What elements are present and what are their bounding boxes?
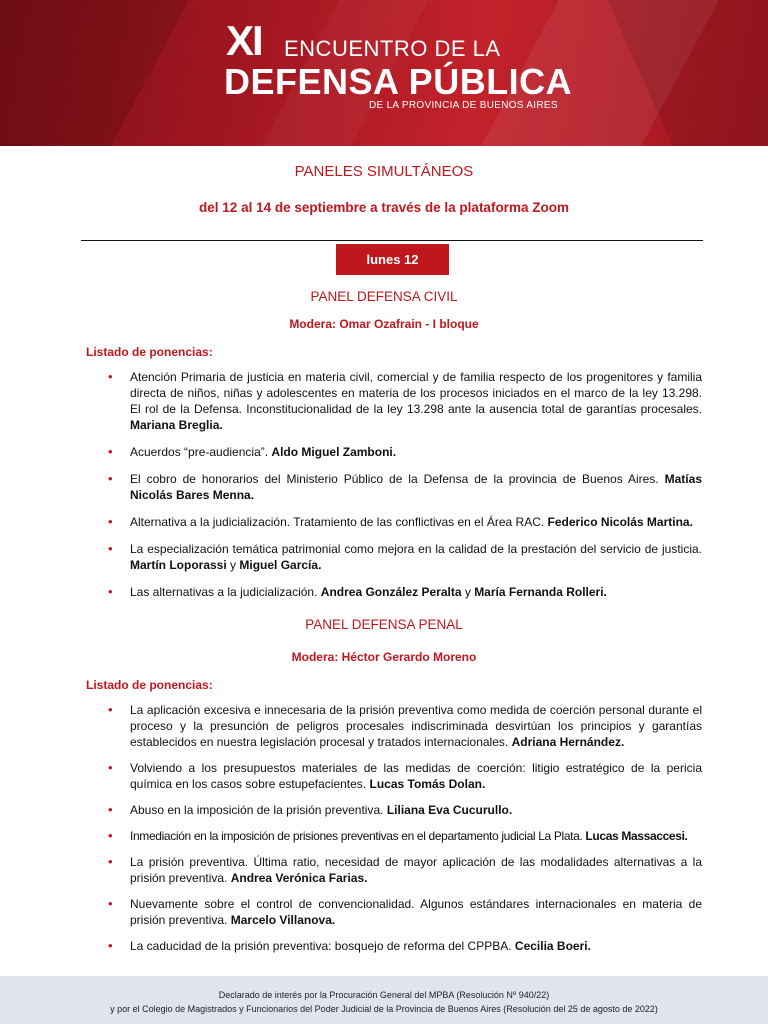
panel-title: PANEL DEFENSA PENAL: [305, 617, 463, 632]
list-item: • Inmediación en la imposición de prisiones preventivas en el departamento judicial La Plata. Lucas Massaccesi.: [108, 828, 702, 844]
list-item: • La especialización temática patrimonial como mejora en la calidad de la prestación del servicio de justicia. Martín Loporassi y Miguel García.: [108, 541, 702, 573]
divider: [81, 240, 703, 241]
footer-note: [0, 976, 768, 1024]
list-item: • Abuso en la imposición de la prisión preventiva. Liliana Eva Cucurullo.: [108, 802, 702, 818]
list-item: • La aplicación excesiva e innecesaria de la prisión preventiva como medida de coerción personal durante el proceso y la presunción de peligros procesales indiscriminada desvirtúan los principios y garantías establecidos en nuestra legislación procesal y tratados internacionales. Adriana Hernández.: [108, 702, 702, 750]
list-item: • La caducidad de la prisión preventiva: bosquejo de reforma del CPPBA. Cecilia Boeri.: [108, 938, 702, 954]
edition-number: XI: [226, 17, 262, 64]
header-banner: [0, 0, 768, 146]
event-dates: del 12 al 14 de septiembre a través de la plataforma Zoom: [199, 200, 569, 215]
list-label: Listado de ponencias:: [86, 678, 213, 692]
list-item: • Atención Primaria de justicia en materia civil, comercial y de familia respecto de los progenitores y familia directa de niños, niñas y adolescentes en materia de los procesos iniciados en el marco de la ley 13.298. El rol de la Defensa. Inconstitucionalidad de la ley 13.298 ante la ausencia total de garantías procesales. Mariana Breglia.: [108, 369, 702, 433]
talk-list: [108, 702, 702, 954]
event-subtitle: DE LA PROVINCIA DE BUENOS AIRES: [369, 100, 558, 111]
panel-moderator: Modera: Omar Ozafrain - I bloque: [289, 317, 479, 331]
talk-list: [108, 369, 702, 600]
footer-line: Declarado de interés por la Procuración General del MPBA (Resolución Nº 940/22): [218, 990, 550, 1000]
event-title-top: ENCUENTRO DE LA: [284, 36, 501, 61]
list-item: • La prisión preventiva. Última ratio, necesidad de mayor aplicación de las modalidades alternativas a la prisión preventiva. Andrea Verónica Farias.: [108, 854, 702, 886]
event-title-main: DEFENSA PÚBLICA: [224, 61, 573, 102]
day-badge: lunes 12: [336, 244, 449, 275]
list-item: • El cobro de honorarios del Ministerio Público de la Defensa de la provincia de Buenos Aires. Matías Nicolás Bares Menna.: [108, 471, 702, 503]
list-item: • Volviendo a los presupuestos materiales de las medidas de coerción: litigio estratégico de la pericia química en los casos sobre estupefacientes. Lucas Tomás Dolan.: [108, 760, 702, 792]
list-item: • Nuevamente sobre el control de convencionalidad. Algunos estándares internacionales en materia de prisión preventiva. Marcelo Villanova.: [108, 896, 702, 928]
banner-facet: [0, 0, 189, 146]
page-title: PANELES SIMULTÁNEOS: [294, 163, 474, 180]
list-label: Listado de ponencias:: [86, 345, 213, 359]
list-item: • Acuerdos “pre-audiencia”. Aldo Miguel Zamboni.: [108, 444, 702, 460]
panel-title: PANEL DEFENSA CIVIL: [310, 289, 458, 304]
footer-line: y por el Colegio de Magistrados y Funcionarios del Poder Judicial de la Provincia de Buenos Aires (Resolución del 25 de agosto de 2022): [110, 1004, 658, 1014]
panel-moderator: Modera: Héctor Gerardo Moreno: [291, 650, 477, 664]
list-item: • Alternativa a la judicialización. Tratamiento de las conflictivas en el Área RAC. Federico Nicolás Martina.: [108, 514, 702, 530]
list-item: • Las alternativas a la judicialización. Andrea González Peralta y María Fernanda Rolleri.: [108, 584, 702, 600]
